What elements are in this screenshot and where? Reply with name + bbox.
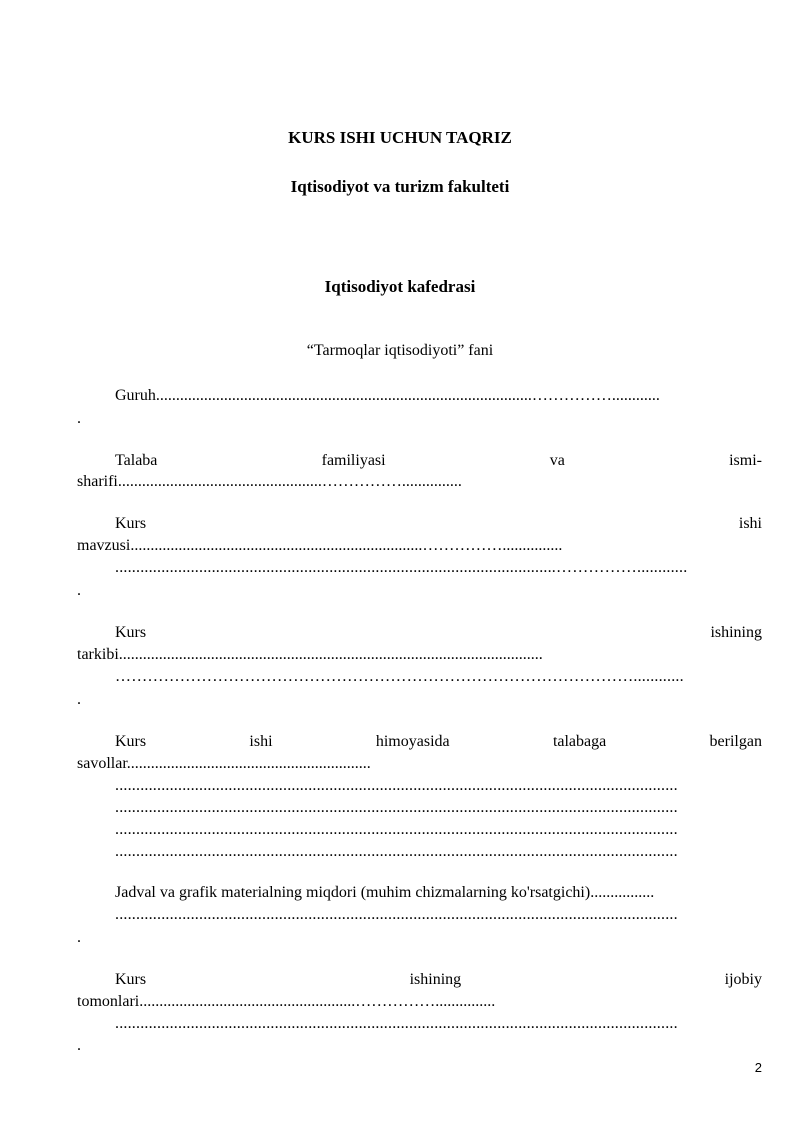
- document-title: KURS ISHI UCHUN TAQRIZ: [288, 128, 512, 147]
- positive-cont-label: tomonlari: [77, 993, 140, 1010]
- student-fill: ...................................................……………...............: [117, 473, 462, 490]
- questions-field-cont: [77, 754, 760, 774]
- word: talabaga: [552, 733, 607, 750]
- topic-trail: .: [77, 582, 81, 599]
- questions-line-1: ......................................................................................................................................: [115, 777, 678, 794]
- word: Kurs: [115, 971, 147, 988]
- word: Talaba: [115, 452, 158, 469]
- word: ishining: [409, 971, 462, 988]
- group-field: [115, 386, 760, 406]
- structure-trail: .: [77, 691, 81, 708]
- positive-extra-fill: ......................................................................................................................................: [115, 1015, 678, 1032]
- department-name: Iqtisodiyot kafedrasi: [324, 277, 476, 296]
- structure-field-line: [115, 623, 762, 643]
- faculty-name: Iqtisodiyot va turizm fakulteti: [290, 177, 510, 196]
- tables-trail: .: [77, 929, 81, 946]
- positive-field-line: [115, 970, 762, 990]
- tables-field-label: Jadval va grafik materialning miqdori (muhim chizmalarning ko'rsatgichi)................: [115, 884, 655, 901]
- topic-field-cont: [77, 536, 760, 556]
- student-field-cont: [77, 472, 760, 492]
- structure-field-cont: [77, 645, 760, 665]
- structure-extra-fill: ……………………………………………………………………………………............: [115, 668, 684, 685]
- topic-field-line: [115, 514, 762, 534]
- questions-line-4: ......................................................................................................................................: [115, 843, 678, 860]
- subject-name: “Tarmoqlar iqtisodiyoti” fani: [306, 342, 494, 359]
- topic-cont-label: mavzusi: [77, 537, 131, 554]
- group-fill: ..............................................................................................……………............: [155, 387, 660, 404]
- word: ishi: [249, 733, 273, 750]
- topic-fill: .........................................................................……………...............: [130, 537, 563, 554]
- word: familiyasi: [321, 452, 386, 469]
- word: Kurs: [115, 624, 147, 641]
- group-label: Guruh: [115, 387, 156, 404]
- word: va: [549, 452, 565, 469]
- page-number: 2: [754, 1060, 762, 1075]
- word: Kurs: [115, 515, 147, 532]
- group-trail: .: [77, 410, 81, 427]
- word: ijobiy: [724, 971, 762, 988]
- topic-extra-fill: .........................................................................................................……………............: [115, 559, 688, 576]
- structure-fill: ..........................................................................................................: [118, 646, 543, 663]
- word: ismi-: [729, 452, 762, 469]
- positive-trail: .: [77, 1037, 81, 1054]
- positive-fill: ......................................................……………...............: [139, 993, 496, 1010]
- questions-line-3: ......................................................................................................................................: [115, 821, 678, 838]
- word: himoyasida: [375, 733, 450, 750]
- questions-fill: .............................................................: [126, 755, 371, 772]
- word: Kurs: [115, 733, 147, 750]
- word: ishi: [738, 515, 762, 532]
- questions-line-2: ......................................................................................................................................: [115, 799, 678, 816]
- positive-field-cont: [77, 992, 760, 1012]
- questions-field-line: [115, 732, 762, 752]
- word: ishining: [710, 624, 762, 641]
- structure-cont-label: tarkibi: [77, 646, 119, 663]
- questions-cont-label: savollar: [77, 755, 127, 772]
- student-field-line: [115, 451, 762, 471]
- student-cont-label: sharifi: [77, 473, 118, 490]
- word: berilgan: [709, 733, 762, 750]
- tables-extra-fill: ......................................................................................................................................: [115, 906, 678, 923]
